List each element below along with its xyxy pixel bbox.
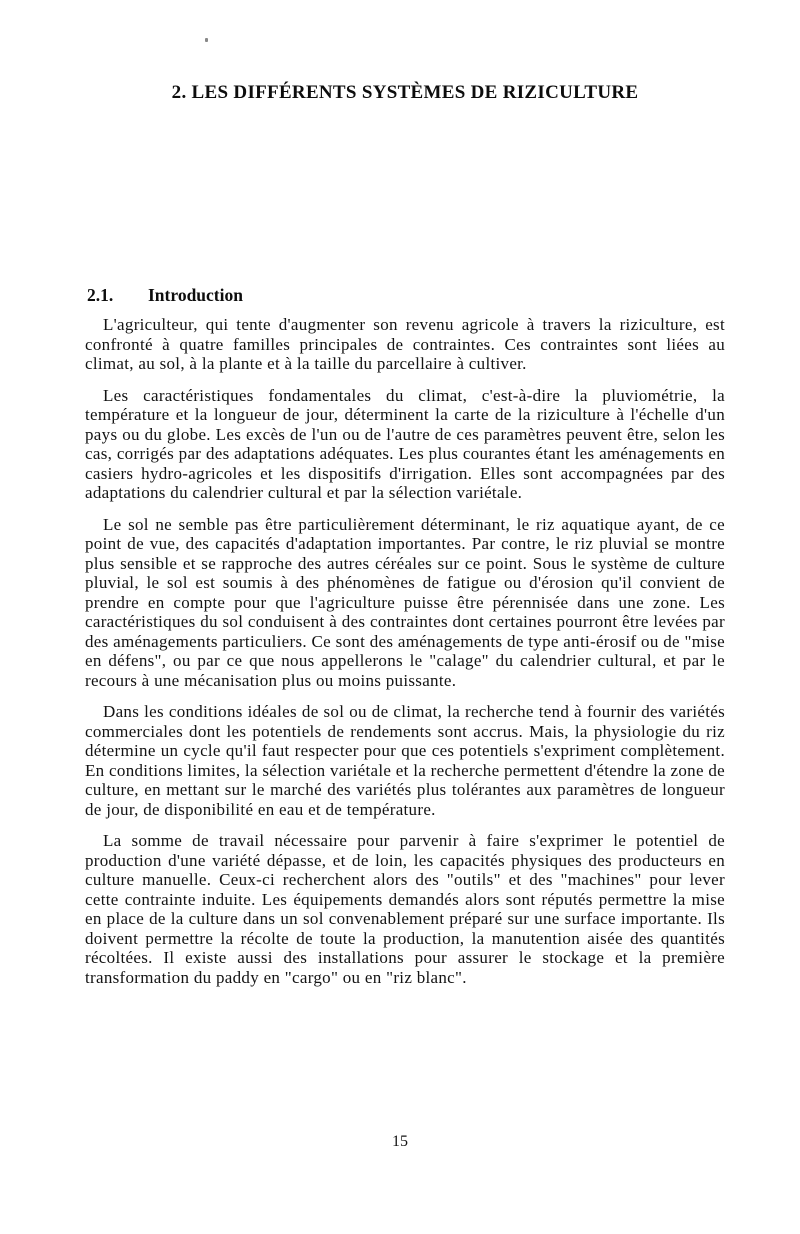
paragraph-3: Le sol ne semble pas être particulièrement déterminant, le riz aquatique ayant, de ce point de vue, des capacités d'adaptation importantes. Par contre, le riz pluvial se montre plus sensible et se rapproche des autres céréales sur ce point. Sous le système de culture pluvial, le sol est soumis à des phénomènes de fatigue ou d'érosion qu'il convient de prendre en compte pour que l'agriculture puisse être pérennisée dans une zone. Les caractéristiques du sol conduisent à des contraintes dont certaines pourront être levées par des aménagements particuliers. Ce sont des aménagements de type anti-érosif ou de "mise en défens", ou par ce que nous appellerons le "calage" du calendrier cultural, et par le recours à une mécanisation plus ou moins puissante. [85, 514, 725, 690]
body-text [85, 315, 725, 999]
paragraph-2: Les caractéristiques fondamentales du climat, c'est-à-dire la pluviométrie, la température et la longueur de jour, déterminent la carte de la riziculture à l'échelle d'un pays ou du globe. Les excès de l'un ou de l'autre de ces paramètres peuvent être, selon les cas, corrigés par des adaptations adéquates. Les plus courantes étant les aménagements en casiers hydro-agricoles et les dispositifs d'irrigation. Elles sont accompagnées par des adaptations du calendrier cultural et par la sélection variétale. [85, 385, 725, 502]
section-number: 2.1. [87, 285, 114, 305]
page-number: 15 [392, 1133, 408, 1150]
section-title: Introduction [148, 285, 243, 305]
scan-artifact-dot [205, 38, 208, 42]
paragraph-5: La somme de travail nécessaire pour parvenir à faire s'exprimer le potentiel de production d'une variété dépasse, et de loin, les capacités physiques des producteurs en culture manuelle. Ceux-ci recherchent alors des "outils" et des "machines" pour lever cette contrainte induite. Les équipements demandés alors sont réputés permettre la mise en place de la culture dans un sol convenablement préparé sur une surface importante. Ils doivent permettre la récolte de toute la production, la manutention aisée des quantités récoltées. Il existe aussi des installations pour assurer le stockage et la première transformation du paddy en "cargo" ou en "riz blanc". [85, 831, 725, 987]
paragraph-4: Dans les conditions idéales de sol ou de climat, la recherche tend à fournir des variétés commerciales dont les potentiels de rendements sont accrus. Mais, la physiologie du riz détermine un cycle qu'il faut respecter pour que ces potentiels s'expriment complètement. En conditions limites, la sélection variétale et la recherche permettent d'étendre la zone de culture, en mettant sur le marché des variétés plus tolérantes aux paramètres de longueur de jour, de disponibilité en eau et de température. [85, 702, 725, 819]
chapter-title: 2. LES DIFFÉRENTS SYSTÈMES DE RIZICULTURE [171, 82, 639, 103]
section-heading [87, 285, 727, 306]
paragraph-1: L'agriculteur, qui tente d'augmenter son revenu agricole à travers la riziculture, est confronté à quatre familles principales de contraintes. Ces contraintes sont liées au climat, au sol, à la plante et à la taille du parcellaire à cultiver. [85, 315, 725, 373]
